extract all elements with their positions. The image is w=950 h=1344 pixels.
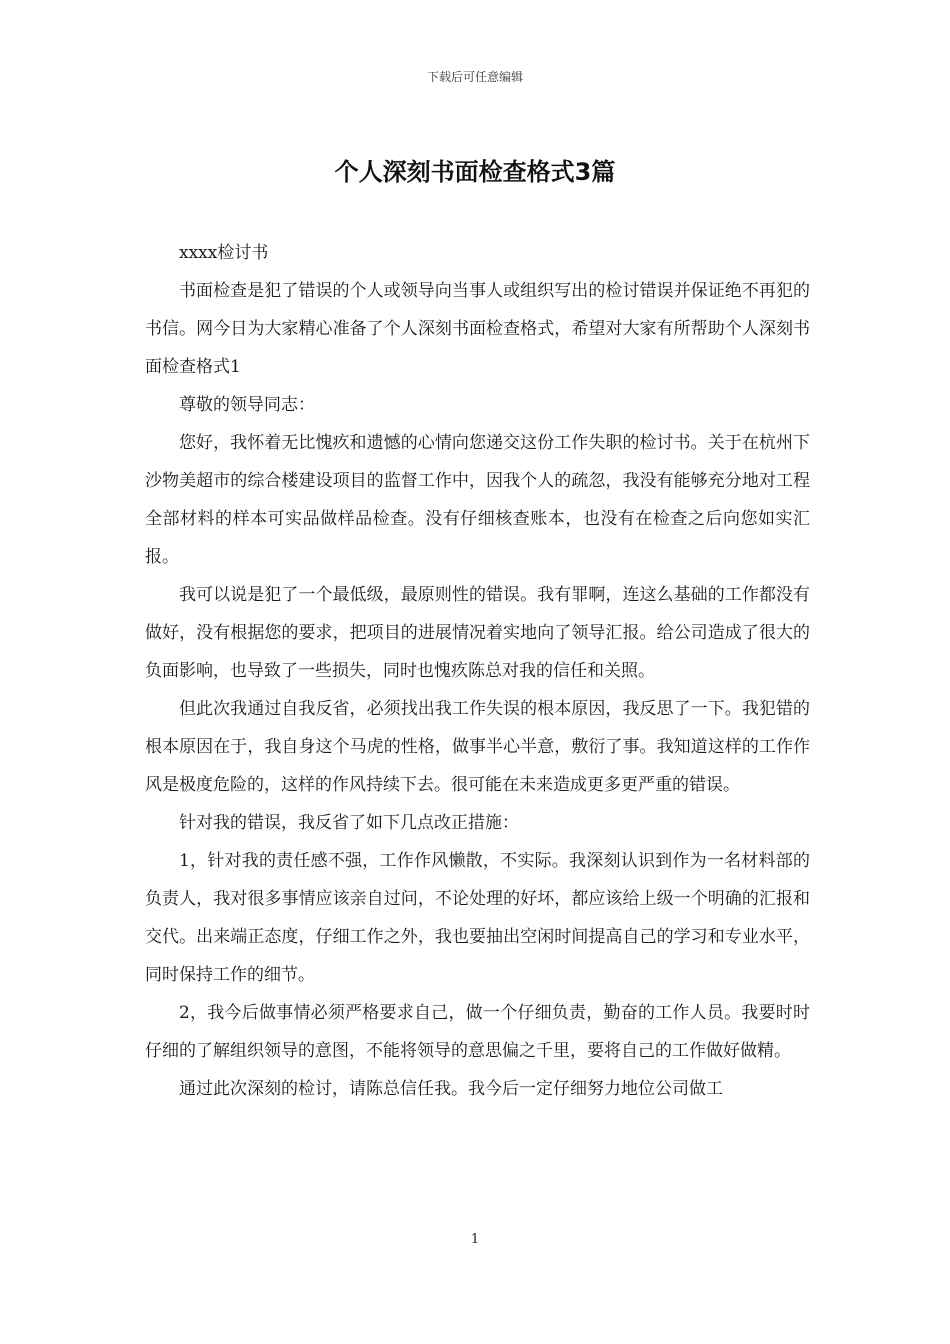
paragraph-list-item: 2，我今后做事情必须严格要求自己，做一个仔细负责，勤奋的工作人员。我要时时仔细的了解组织领导的意图，不能将领导的意思偏之千里，要将自己的工作做好做精。 xyxy=(145,1003,810,1061)
document-title: 个人深刻书面检查格式3篇 xyxy=(334,158,616,186)
paragraph: 针对我的错误，我反省了如下几点改正措施： xyxy=(179,813,519,833)
paragraph-list-item: 1，针对我的责任感不强，工作作风懒散，不实际。我深刻认识到作为一名材料部的负责人，我对很多事情应该亲自过问，不论处理的好坏，都应该给上级一个明确的汇报和交代。出来端正态度，仔细工作之外，我也要抽出空闲时间提高自己的学习和专业水平，同时保持工作的细节。 xyxy=(145,851,810,985)
page-number: 1 xyxy=(470,1232,480,1247)
paragraph: 书面检查是犯了错误的个人或领导向当事人或组织写出的检讨错误并保证绝不再犯的书信。网今日为大家精心准备了个人深刻书面检查格式，希望对大家有所帮助个人深刻书面检查格式1 xyxy=(145,281,810,377)
paragraph: 通过此次深刻的检讨，请陈总信任我。我今后一定仔细努力地位公司做工 xyxy=(179,1079,723,1099)
document-body xyxy=(145,234,810,1108)
paragraph: 我可以说是犯了一个最低级，最原则性的错误。我有罪啊，连这么基础的工作都没有做好，没有根据您的要求，把项目的进展情况着实地向了领导汇报。给公司造成了很大的负面影响，也导致了一些损失，同时也愧疚陈总对我的信任和关照。 xyxy=(145,585,810,681)
header-note: 下载后可任意编辑 xyxy=(426,70,523,84)
paragraph-heading: xxxx检讨书 xyxy=(179,243,269,263)
paragraph-salutation: 尊敬的领导同志： xyxy=(179,395,315,415)
paragraph: 但此次我通过自我反省，必须找出我工作失误的根本原因，我反思了一下。我犯错的根本原因在于，我自身这个马虎的性格，做事半心半意，敷衍了事。我知道这样的工作作风是极度危险的，这样的作风持续下去。很可能在未来造成更多更严重的错误。 xyxy=(145,699,810,795)
paragraph: 您好，我怀着无比愧疚和遗憾的心情向您递交这份工作失职的检讨书。关于在杭州下沙物美超市的综合楼建设项目的监督工作中，因我个人的疏忽，我没有能够充分地对工程全部材料的样本可实品做样品检查。没有仔细核查账本，也没有在检查之后向您如实汇报。 xyxy=(145,433,810,567)
